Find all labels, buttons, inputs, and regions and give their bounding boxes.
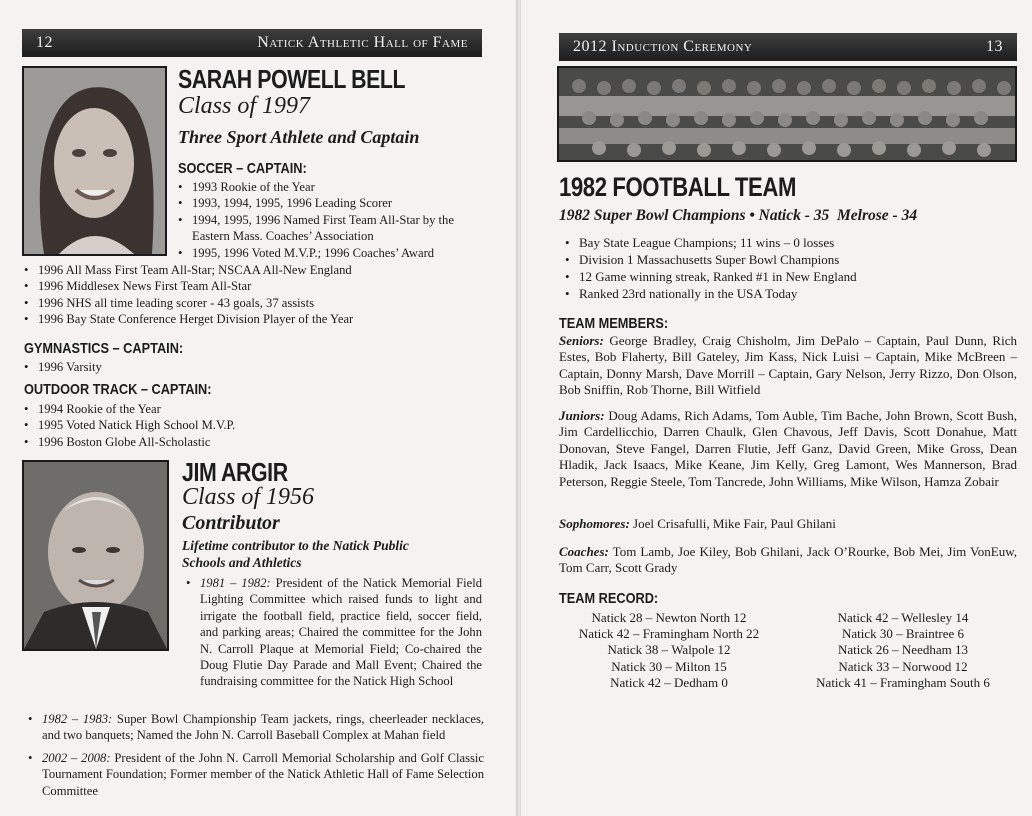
list-item: • 1995, 1996 Voted M.V.P.; 1996 Coaches’ Award bbox=[178, 245, 478, 261]
soccer-list-top bbox=[178, 179, 478, 261]
item-years: 1981 – 1982: bbox=[200, 576, 271, 590]
record-row: Natick 41 – Framingham South 6 bbox=[816, 674, 990, 690]
page-number: 12 bbox=[36, 34, 53, 51]
item-text: President of the Natick Memorial Field Lighting Committee which raised funds to light and irrigate the football field, practice field, soccer field, and parking areas; Chaired the committee for the John N. Carroll Plaque at Memorial Field; Co-chaired the Doug Flutie Day Parade and Mall Event; Chaired the fundraising committee for the Natick High School bbox=[200, 576, 482, 689]
item-years: 2002 – 2008: bbox=[42, 750, 111, 765]
list-item: • 1996 NHS all time leading scorer - 43 goals, 37 assists bbox=[24, 295, 484, 311]
track-heading: OUTDOOR TRACK – CAPTAIN: bbox=[24, 381, 212, 398]
coaches-names: Tom Lamb, Joe Kiley, Bob Ghilani, Jack O’Rourke, Bob Mei, Jim VonEuw, Tom Carr, Scott Grady bbox=[559, 544, 1017, 576]
sarah-bell-photo bbox=[22, 66, 167, 256]
list-item: • 1996 Varsity bbox=[24, 359, 324, 375]
list-item bbox=[28, 711, 484, 744]
list-item: • Division 1 Massachusetts Super Bowl Champions bbox=[565, 251, 1005, 268]
list-item: • Ranked 23rd nationally in the USA Today bbox=[565, 285, 1005, 302]
list-item: • 1996 Boston Globe All-Scholastic bbox=[24, 434, 324, 450]
header-title: Natick Athletic Hall of Fame bbox=[257, 34, 468, 51]
list-item: • 1994 Rookie of the Year bbox=[24, 401, 324, 417]
sophomores-label: Sophomores: bbox=[559, 516, 630, 531]
item-years: 1982 – 1983: bbox=[42, 712, 113, 726]
soccer-heading: SOCCER – CAPTAIN: bbox=[178, 160, 307, 177]
list-item bbox=[28, 750, 484, 799]
record-row: Natick 38 – Walpole 12 bbox=[607, 642, 731, 658]
sophomores-paragraph bbox=[559, 516, 1017, 532]
inductee-name: JIM ARGIR bbox=[182, 457, 288, 487]
team-highlights bbox=[565, 234, 1005, 302]
record-row: Natick 42 – Framingham North 22 bbox=[578, 626, 760, 642]
coaches-paragraph bbox=[559, 544, 1017, 577]
list-item: • Bay State League Champions; 11 wins – 0 losses bbox=[565, 234, 1005, 251]
record-row: Natick 42 – Dedham 0 bbox=[610, 674, 728, 690]
right-page-header bbox=[559, 33, 1017, 61]
record-row: Natick 26 – Needham 13 bbox=[838, 642, 968, 658]
left-page-header bbox=[22, 29, 482, 57]
list-item: • 1994, 1995, 1996 Named First Team All-Star by the Eastern Mass. Coaches’ Association bbox=[178, 212, 478, 245]
list-item: • 1996 All Mass First Team All-Star; NSCAA All-New England bbox=[24, 262, 484, 278]
soccer-list-bottom bbox=[24, 262, 484, 328]
right-page bbox=[521, 0, 1032, 816]
record-heading: TEAM RECORD: bbox=[559, 590, 659, 607]
juniors-label: Juniors: bbox=[559, 408, 605, 423]
coaches-label: Coaches: bbox=[559, 544, 609, 559]
header-title: 2012 Induction Ceremony bbox=[573, 38, 753, 55]
list-item bbox=[186, 575, 482, 690]
seniors-paragraph bbox=[559, 333, 1017, 399]
record-row: Natick 33 – Norwood 12 bbox=[838, 658, 968, 674]
list-item: • 1993 Rookie of the Year bbox=[178, 179, 478, 195]
inductee-subrole: Lifetime contributor to the Natick Public Schools and Athletics bbox=[182, 538, 409, 570]
gymnastics-heading: GYMNASTICS – CAPTAIN: bbox=[24, 340, 184, 357]
gymnastics-list bbox=[24, 359, 324, 375]
list-item: • 1996 Middlesex News First Team All-Star bbox=[24, 278, 484, 294]
list-item: • 1993, 1994, 1995, 1996 Leading Scorer bbox=[178, 195, 478, 211]
seniors-label: Seniors: bbox=[559, 333, 604, 348]
record-row: Natick 42 – Wellesley 14 bbox=[837, 610, 969, 625]
item-text: President of the John N. Carroll Memorial Scholarship and Golf Classic Tournament Foundation; Former member of the Natick Athletic Hall of Fame Selection Committee bbox=[42, 750, 484, 798]
juniors-paragraph bbox=[559, 408, 1017, 490]
team-title: 1982 FOOTBALL TEAM bbox=[559, 172, 797, 202]
track-list bbox=[24, 401, 324, 450]
inductee-class: Class of 1997 bbox=[178, 93, 311, 119]
page-number: 13 bbox=[986, 38, 1003, 55]
inductee-class: Class of 1956 bbox=[182, 484, 315, 510]
record-row: Natick 30 – Braintree 6 bbox=[841, 626, 964, 642]
list-item: • 12 Game winning streak, Ranked #1 in New England bbox=[565, 268, 1005, 285]
record-column-left bbox=[559, 610, 779, 691]
members-heading: TEAM MEMBERS: bbox=[559, 315, 669, 332]
record-row: Natick 28 – Newton North 12 bbox=[591, 610, 747, 625]
inductee-name: SARAH POWELL BELL bbox=[178, 64, 406, 94]
inductee-role: Three Sport Athlete and Captain bbox=[178, 127, 420, 147]
team-photo bbox=[557, 66, 1017, 162]
sophomores-names: Joel Crisafulli, Mike Fair, Paul Ghilani bbox=[629, 516, 836, 531]
team-subtitle: 1982 Super Bowl Champions • Natick - 35 Melrose - 34 bbox=[559, 207, 918, 224]
jim-argir-photo bbox=[22, 460, 169, 651]
argir-list-top bbox=[186, 575, 482, 690]
list-item: • 1996 Bay State Conference Herget Division Player of the Year bbox=[24, 311, 484, 327]
seniors-names: George Bradley, Craig Chisholm, Jim DePalo – Captain, Paul Dunn, Rich Estes, Bob Flaherty, Bill Gateley, Jim Kass, Nick Luisi – Captain, Mike McBreen – Captain, Donny Marsh, Dave Morrill – Captain, Gary Nelson, Jerry Rizzo, Don Olson, Bob Sniffin, Rob Thorne, Bill Witfield bbox=[559, 333, 1017, 398]
juniors-names: Doug Adams, Rich Adams, Tom Auble, Tim Bache, John Brown, Scott Bush, Jim Cardellicchio, Darren Chaulk, Glen Chavous, Jeff Davis, Scott Donahue, Matt Donovan, Steve Fangel, Darren Flutie, Jeff Ganz, David Green, Mike Gross, Dean Hladik, Jack Isaacs, Mike Keane, Jim Kelly, Greg Lamont, Wes Mannerson, Brad Peterson, Reggie Steele, Tom Tancrede, John Williams, Mike Wilson, Hamza Zobair bbox=[559, 408, 1017, 489]
item-text: Super Bowl Championship Team jackets, rings, cheerleader necklaces, and two banquets; Named the John N. Carroll Baseball Complex at Mahan field bbox=[42, 712, 484, 743]
inductee-role: Contributor bbox=[182, 512, 280, 534]
record-row: Natick 30 – Milton 15 bbox=[611, 658, 727, 674]
argir-list-bottom bbox=[28, 711, 484, 799]
list-item: • 1995 Voted Natick High School M.V.P. bbox=[24, 417, 324, 433]
record-column-right bbox=[793, 610, 1013, 691]
